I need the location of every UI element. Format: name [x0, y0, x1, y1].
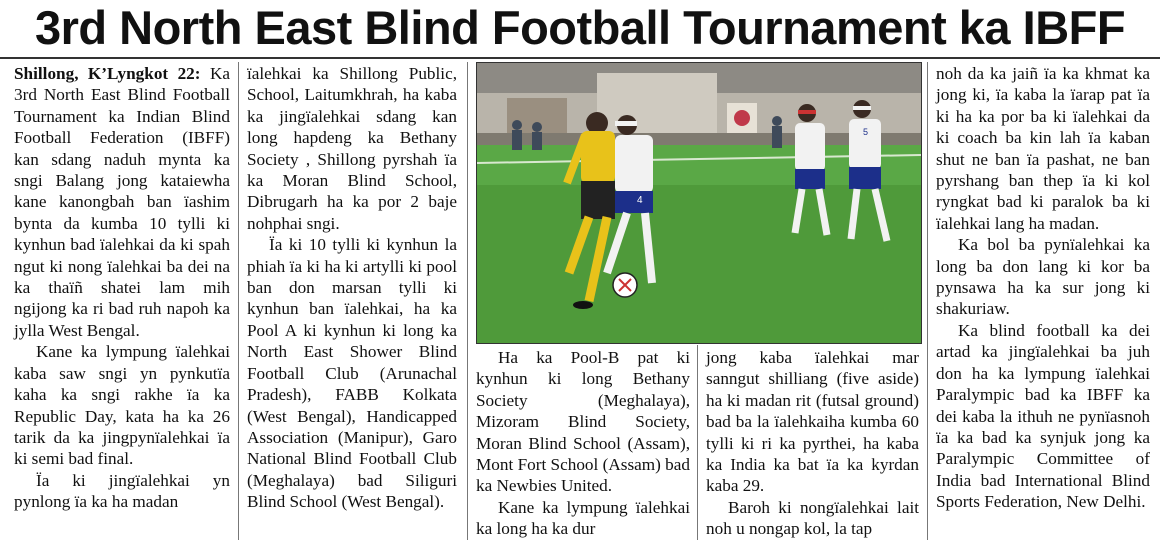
paragraph-2: Ïa ki 10 tylli ki kynhun la phiah ïa ki ha ki artylli ki pool ban don marsan tylli ki kynhun ban ïalehkai, ha ka Pool A ki kynhun ki long ka North East Shower Blind Football Club (Arunachal Pradesh), FABB Kolkata (West Bengal), Handicapped Association (Manipur), Garo National Blind Football Club (Meghalaya) bad Siliguri Blind School (West Bengal).	[247, 235, 457, 512]
paragraph-3: Ka blind football ka dei artad ka jingïalehkai ba juh don ha ka lympung ïalehkai Paralympic bad ka IBFF ka dei kaba la ithuh ne pynïasnoh ïa ka bad ka synjuk jong ka Paralympic Committee of India bad International Blind Sports Federation, New Delhi.	[936, 320, 1150, 512]
column-divider	[697, 345, 698, 540]
jersey-number: 5	[863, 127, 869, 137]
paragraph-3: Ïa ki jingïalehkai yn pynlong ïa ka ha madan	[14, 470, 230, 512]
jersey-number: 4	[637, 195, 643, 206]
paragraph-2: Ka bol ba pynïalehkai ka long ba don lang ki kor ba pynsawa ha ka sur jong ki shakuriaw.	[936, 235, 1150, 319]
paragraph-text: Ka 3rd North East Blind Football Tournament ka Indian Blind Football Federation (IBFF) kan sdang naduh mynta ka sngi Balang jong kataiewha kane kanongbah ban ïashim bynta da kumba 10 tylli ki kynhun bad ïalehkai da ki spah ngut ki nong ïalehkai ba dei na ka thaïñ shatei lam mih ngijong ka ri bad ruh napoh ka jylla West Bengal.	[14, 64, 230, 340]
column-2	[247, 63, 457, 513]
paragraph-1: noh da ka jaiñ ïa ka khmat ka jong ki, ïa kaba la ïarap pat ïa ki ha ka por ba ki ïalehkai da ki coach ba kin lah ïa kaban shut ne ban ïa pashat, ne ban pyrshang ban thep ïa ki kol ryngkat bad ki paralok ba ki ïalehkai lang ha madan.	[936, 64, 1150, 233]
column-3	[476, 347, 690, 540]
paragraph-2: Kane ka lympung ïalehkai kaba saw sngi yn pynkutïa kaha ka sngi rakhe ïa ka Republic Day, kata ha ka 26 tarik da ka jingpynïalehkai ïa ki semi bad final.	[14, 342, 230, 469]
paragraph-1: jong kaba ïalehkai mar sanngut shilliang (five aside) ha ki madan rit (futsal ground) bad ba la ïalehkaiha kumba 60 tylli ki ri ka pyrthei, ha kaba ka India ka bat ïa ka kyrdan kaba 29.	[706, 348, 919, 496]
column-5	[936, 63, 1150, 513]
photo-football-match	[476, 62, 922, 344]
paragraph-2: Baroh ki nongïalehkai lait noh u nongap kol, la tap	[706, 497, 919, 539]
column-divider	[927, 62, 928, 540]
column-divider	[467, 62, 468, 540]
headline: 3rd North East Blind Football Tournament ka IBFF	[34, 1, 1126, 54]
paragraph-1: Ha ka Pool-B pat ki kynhun ki long Bethany Society (Meghalaya), Mizoram Blind Society, Moran Blind School (Assam), Mont Fort School (Assam) bad ka Newbies United.	[476, 348, 690, 496]
headline-rule	[0, 57, 1160, 59]
paragraph-1: ïalehkai ka Shillong Public, School, Laitumkhrah, ha kaba ka jingïalehkai sdang kan long hapdeng ka Bethany Society , Shillong pyrshah ïa ka Moran Blind School, Dibrugarh ha ka por 2 baje nohphai sngi.	[247, 64, 457, 233]
paragraph-1	[14, 63, 230, 341]
paragraph-2: Kane ka lympung ïalehkai ka long ha ka dur	[476, 497, 690, 539]
column-4	[706, 347, 919, 540]
photo-illustration	[477, 63, 921, 343]
dateline: Shillong, K’Lyngkot 22:	[14, 64, 201, 83]
column-divider	[238, 62, 239, 540]
column-1	[14, 63, 230, 513]
